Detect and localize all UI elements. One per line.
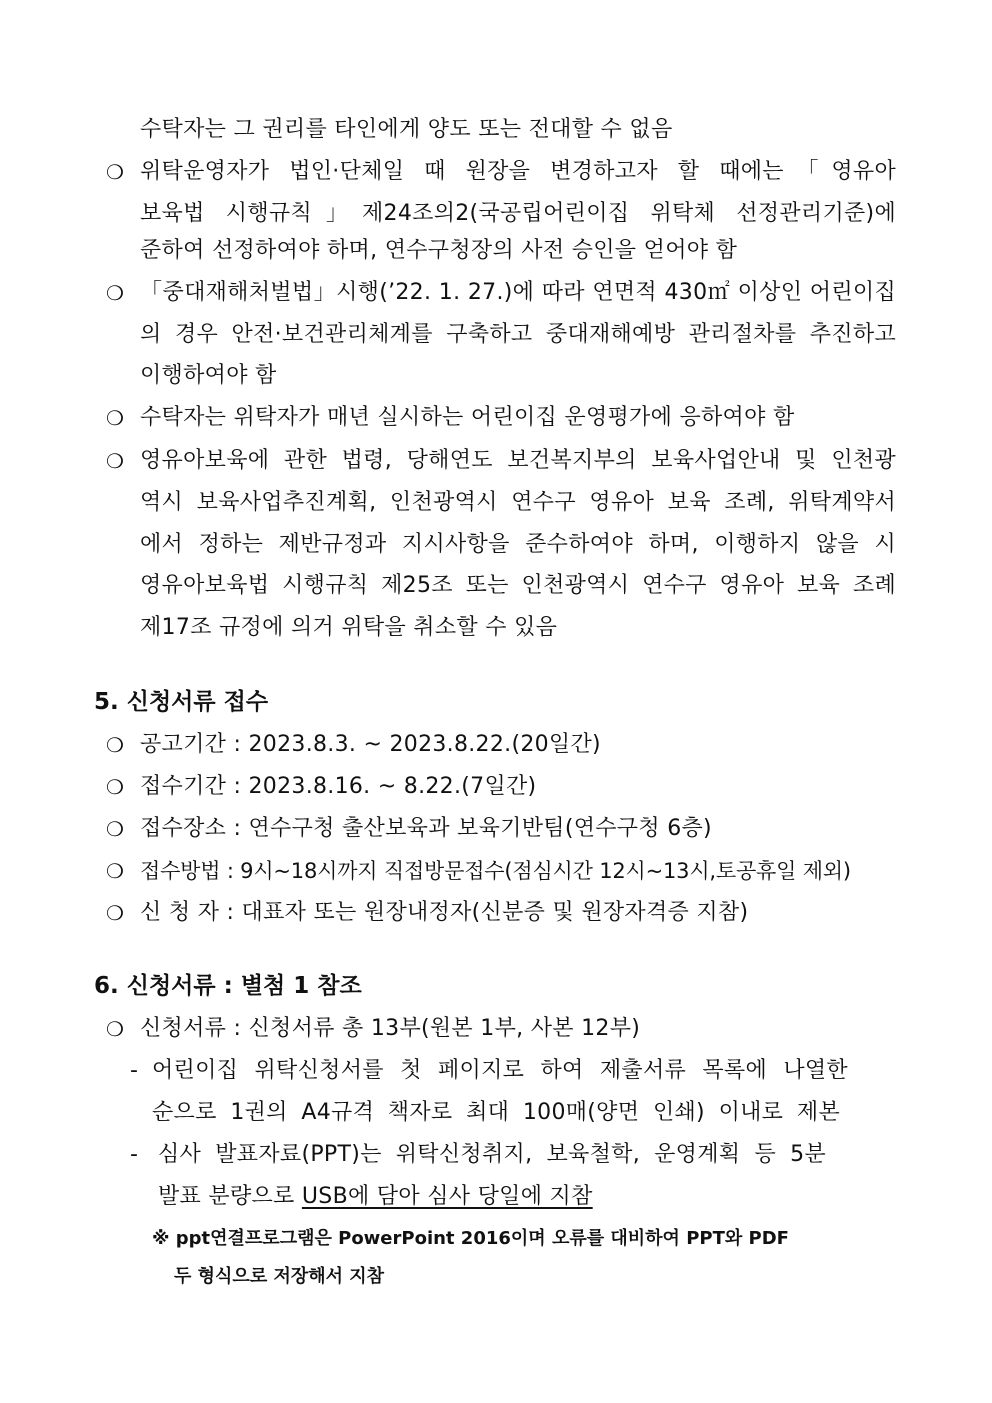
paragraph-line: 에서 정하는 제반규정과 지시사항을 준수하여야 하며, 이행하지 않을 시 [140,532,896,557]
sub-item-text: 발표 분량으로 [158,1184,302,1209]
dash-bullet-icon: - [130,1058,138,1083]
sub-item-line: 어린이집 위탁신청서를 첫 페이지로 하여 제출서류 목록에 나열한 [152,1058,848,1083]
paragraph-line: 의 경우 안전·보건관리체계를 구축하고 중대재해예방 관리절차를 추진하고 [140,322,896,347]
circle-bullet-icon: ❍ [106,901,124,925]
note-line: 두 형식으로 저장해서 지참 [174,1266,385,1287]
note-line: ※ ppt연결프로그램은 PowerPoint 2016이며 오류를 대비하여 PPT와 PDF [152,1228,789,1249]
paragraph-line: 이행하여야 함 [140,363,277,388]
section-heading: 6. 신청서류 : 별첨 1 참조 [94,973,362,999]
circle-bullet-icon: ❍ [106,1017,124,1041]
circle-bullet-icon: ❍ [106,449,124,473]
continuation-line: 수탁자는 그 권리를 타인에게 양도 또는 전대할 수 없음 [140,117,673,142]
paragraph-line: 제17조 규정에 의거 위탁을 취소할 수 있음 [140,615,558,640]
circle-bullet-icon: ❍ [106,160,124,184]
circle-bullet-icon: ❍ [106,406,124,430]
sub-item-line [158,1182,593,1212]
sub-item-line: 순으로 1권의 A4규격 책자로 최대 100매(양면 인쇄) 이내로 제본 [152,1100,840,1125]
list-item: 공고기간 : 2023.8.3. ~ 2023.8.22.(20일간) [140,732,601,757]
circle-bullet-icon: ❍ [106,733,124,757]
circle-bullet-icon: ❍ [106,775,124,799]
paragraph-line: 보육법 시행규칙」제24조의2(국공립어린이집 위탁체 선정관리기준)에 [140,201,896,226]
circle-bullet-icon: ❍ [106,859,124,883]
section-heading: 5. 신청서류 접수 [94,689,269,715]
circle-bullet-icon: ❍ [106,817,124,841]
list-item: 접수장소 : 연수구청 출산보육과 보육기반팀(연수구청 6층) [140,816,712,841]
list-item: 신청서류 : 신청서류 총 13부(원본 1부, 사본 12부) [140,1016,641,1041]
list-item: 접수기간 : 2023.8.16. ~ 8.22.(7일간) [140,774,537,799]
list-item: 접수방법 : 9시~18시까지 직접방문접수(점심시간 12시~13시,토공휴일 제외) [140,859,851,883]
paragraph-line: 영유아보육법 시행규칙 제25조 또는 인천광역시 연수구 영유아 보육 조례 [140,573,896,598]
paragraph-line: 역시 보육사업추진계획, 인천광역시 연수구 영유아 보육 조례, 위탁계약서 [140,490,896,515]
paragraph-line: 위탁운영자가 법인·단체일 때 원장을 변경하고자 할 때에는「영유아 [140,159,896,184]
circle-bullet-icon: ❍ [106,281,124,305]
dash-bullet-icon: - [130,1142,138,1167]
paragraph-line: 수탁자는 위탁자가 매년 실시하는 어린이집 운영평가에 응하여야 함 [140,405,795,430]
paragraph-line: 「중대재해처벌법」시행(’22. 1. 27.)에 따라 연면적 430㎡ 이상인 어린이집 [140,280,896,305]
list-item: 신 청 자 : 대표자 또는 원장내정자(신분증 및 원장자격증 지참) [140,900,749,925]
paragraph-line: 영유아보육에 관한 법령, 당해연도 보건복지부의 보육사업안내 및 인천광 [140,448,896,473]
paragraph-line: 준하여 선정하여야 하며, 연수구청장의 사전 승인을 얻어야 함 [140,238,738,263]
underlined-emphasis: USB에 담아 심사 당일에 지참 [301,1184,593,1209]
sub-item-line: 심사 발표자료(PPT)는 위탁신청취지, 보육철학, 운영계획 등 5분 [158,1142,826,1167]
